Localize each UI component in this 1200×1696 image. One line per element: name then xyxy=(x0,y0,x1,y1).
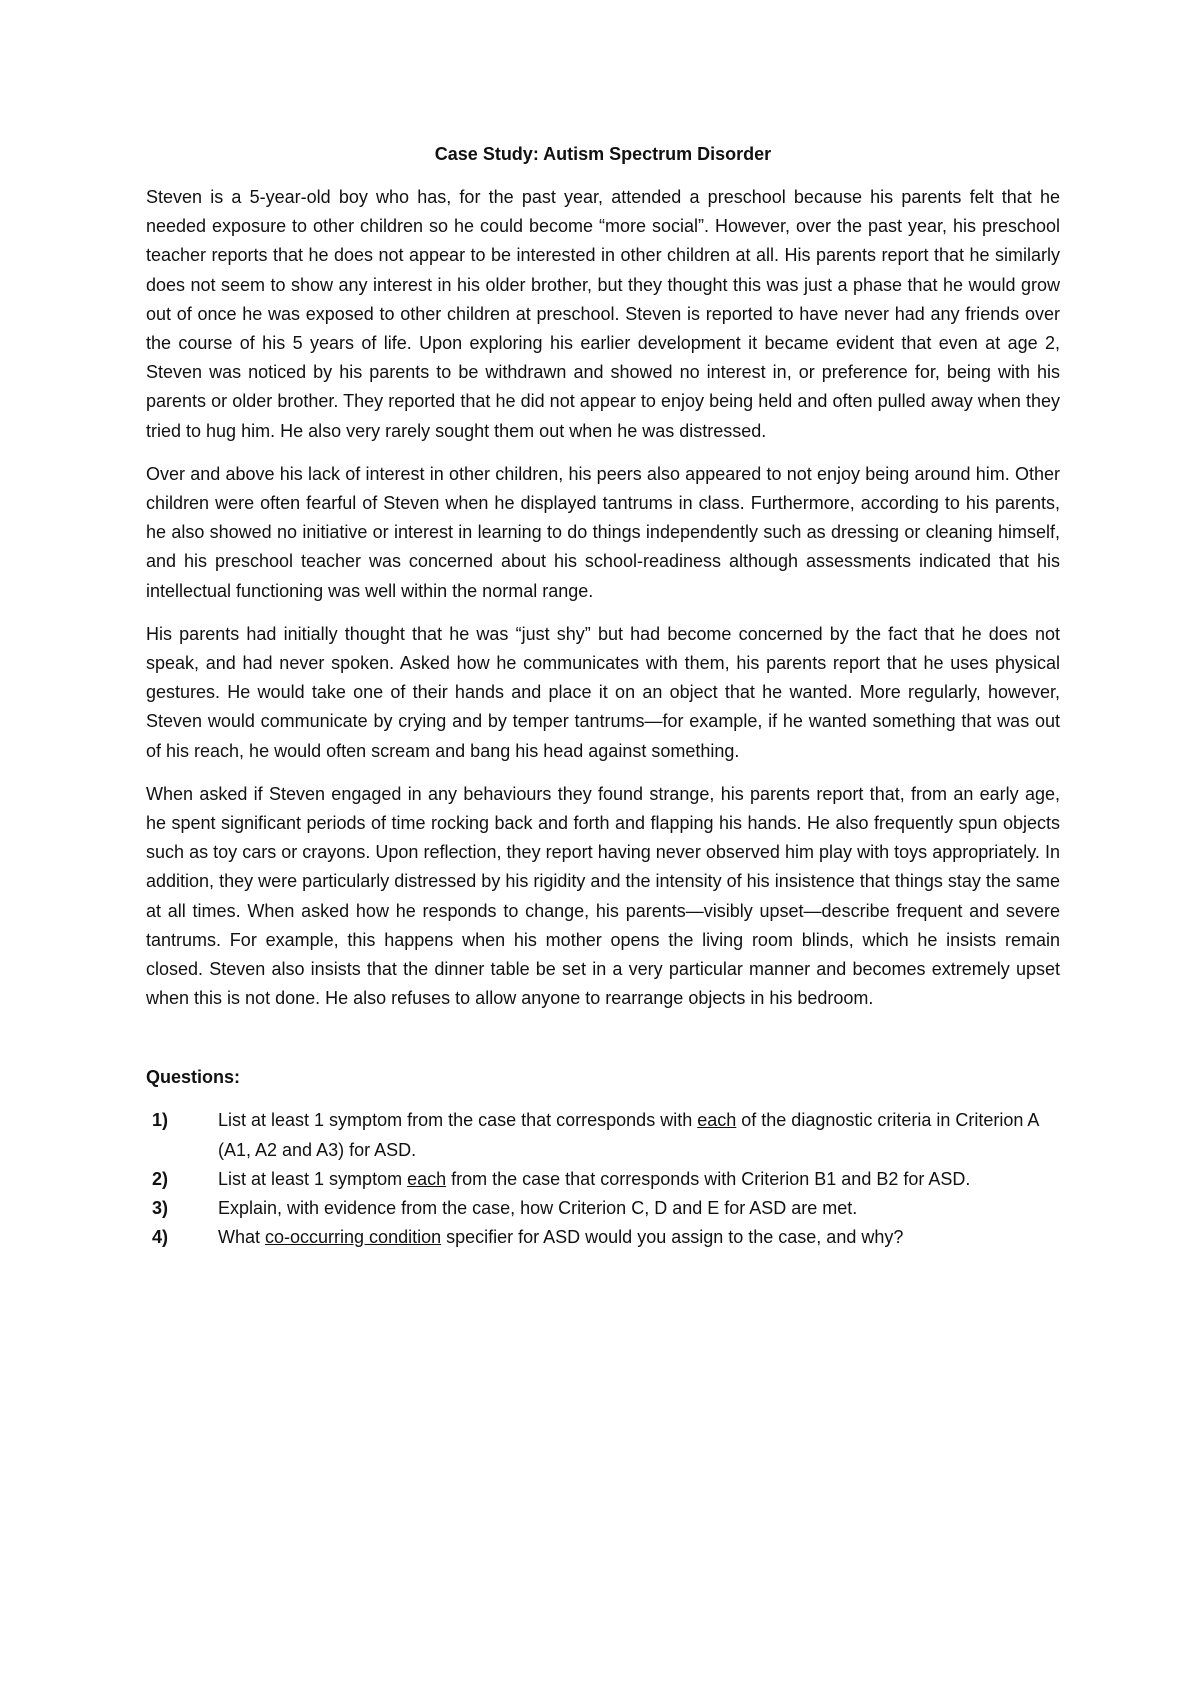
questions-heading: Questions: xyxy=(146,1067,241,1088)
question-text-after: of the diagnostic criteria in Criterion A (A1, A2 and A3) for ASD. xyxy=(218,1110,1039,1160)
question-item xyxy=(146,1106,1060,1164)
question-text xyxy=(218,1165,1060,1194)
question-text xyxy=(218,1106,1060,1164)
paragraph-behaviours: When asked if Steven engaged in any behaviours they found strange, his parents report that, from an early age, he spent significant periods of time rocking back and forth and flapping his hands. He also frequently spun objects such as toy cars or crayons. Upon reflection, they report having never observed him play with toys appropriately. In addition, they were particularly distressed by his rigidity and the intensity of his insistence that things stay the same at all times. When asked how he responds to change, his parents—visibly upset—describe frequent and severe tantrums. For example, this happens when his mother opens the living room blinds, which he insists remain closed. Steven also insists that the dinner table be set in a very particular manner and becomes extremely upset when this is not done. He also refuses to allow anyone to rearrange objects in his bedroom. xyxy=(146,783,1060,1009)
question-text-before: List at least 1 symptom xyxy=(218,1168,408,1189)
question-number: 3) xyxy=(152,1198,169,1219)
question-underlined: co-occurring condition xyxy=(265,1227,442,1248)
question-text xyxy=(218,1194,1060,1223)
question-text-before: What xyxy=(218,1227,266,1248)
questions-list xyxy=(146,1106,1060,1252)
question-item xyxy=(146,1194,1060,1223)
question-item xyxy=(146,1165,1060,1194)
paragraph-background: Steven is a 5-year-old boy who has, for the past year, attended a preschool because his parents felt that he needed exposure to other children so he could become “more social”. However, over the past year, his preschool teacher reports that he does not appear to be interested in other children at all. His parents report that he similarly does not seem to show any interest in his older brother, but they thought this was just a phase that he would grow out of once he was exposed to other children at preschool. Steven is reported to have never had any friends over the course of his 5 years of life. Upon exploring his earlier development it became evident that even at age 2, Steven was noticed by his parents to be withdrawn and showed no interest in, or preference for, being with his parents or older brother. They reported that he did not appear to enjoy being held and often pulled away when they tried to hug him. He also very rarely sought them out when he was distressed. xyxy=(146,187,1060,441)
question-text xyxy=(218,1223,1060,1252)
question-number: 2) xyxy=(152,1168,169,1189)
document-title: Case Study: Autism Spectrum Disorder xyxy=(434,144,772,164)
question-text-after: from the case that corresponds with Criterion B1 and B2 for ASD. xyxy=(446,1168,971,1189)
question-text-before: List at least 1 symptom from the case that corresponds with xyxy=(218,1110,698,1131)
paragraph-communication: His parents had initially thought that he was “just shy” but had become concerned by the fact that he does not speak, and had never spoken. Asked how he communicates with them, his parents report that he uses physical gestures. He would take one of their hands and place it on an object that he wanted. More regularly, however, Steven would communicate by crying and by temper tantrums—for example, if he wanted something that was out of his reach, he would often scream and bang his head against something. xyxy=(146,623,1060,761)
question-text-after: specifier for ASD would you assign to the case, and why? xyxy=(441,1227,904,1248)
question-item xyxy=(146,1223,1060,1252)
question-text-before: Explain, with evidence from the case, how Criterion C, D and E for ASD are met. xyxy=(218,1198,858,1219)
question-underlined: each xyxy=(407,1168,447,1189)
question-number: 4) xyxy=(152,1227,169,1248)
question-underlined: each xyxy=(697,1110,737,1131)
paragraph-peers: Over and above his lack of interest in other children, his peers also appeared to not enjoy being around him. Other children were often fearful of Steven when he displayed tantrums in class. Furthermore, according to his parents, he also showed no initiative or interest in learning to do things independently such as dressing or cleaning himself, and his preschool teacher was concerned about his school-readiness although assessments indicated that his intellectual functioning was well within the normal range. xyxy=(146,463,1060,601)
question-number: 1) xyxy=(152,1110,169,1131)
document-page xyxy=(146,140,1060,1253)
